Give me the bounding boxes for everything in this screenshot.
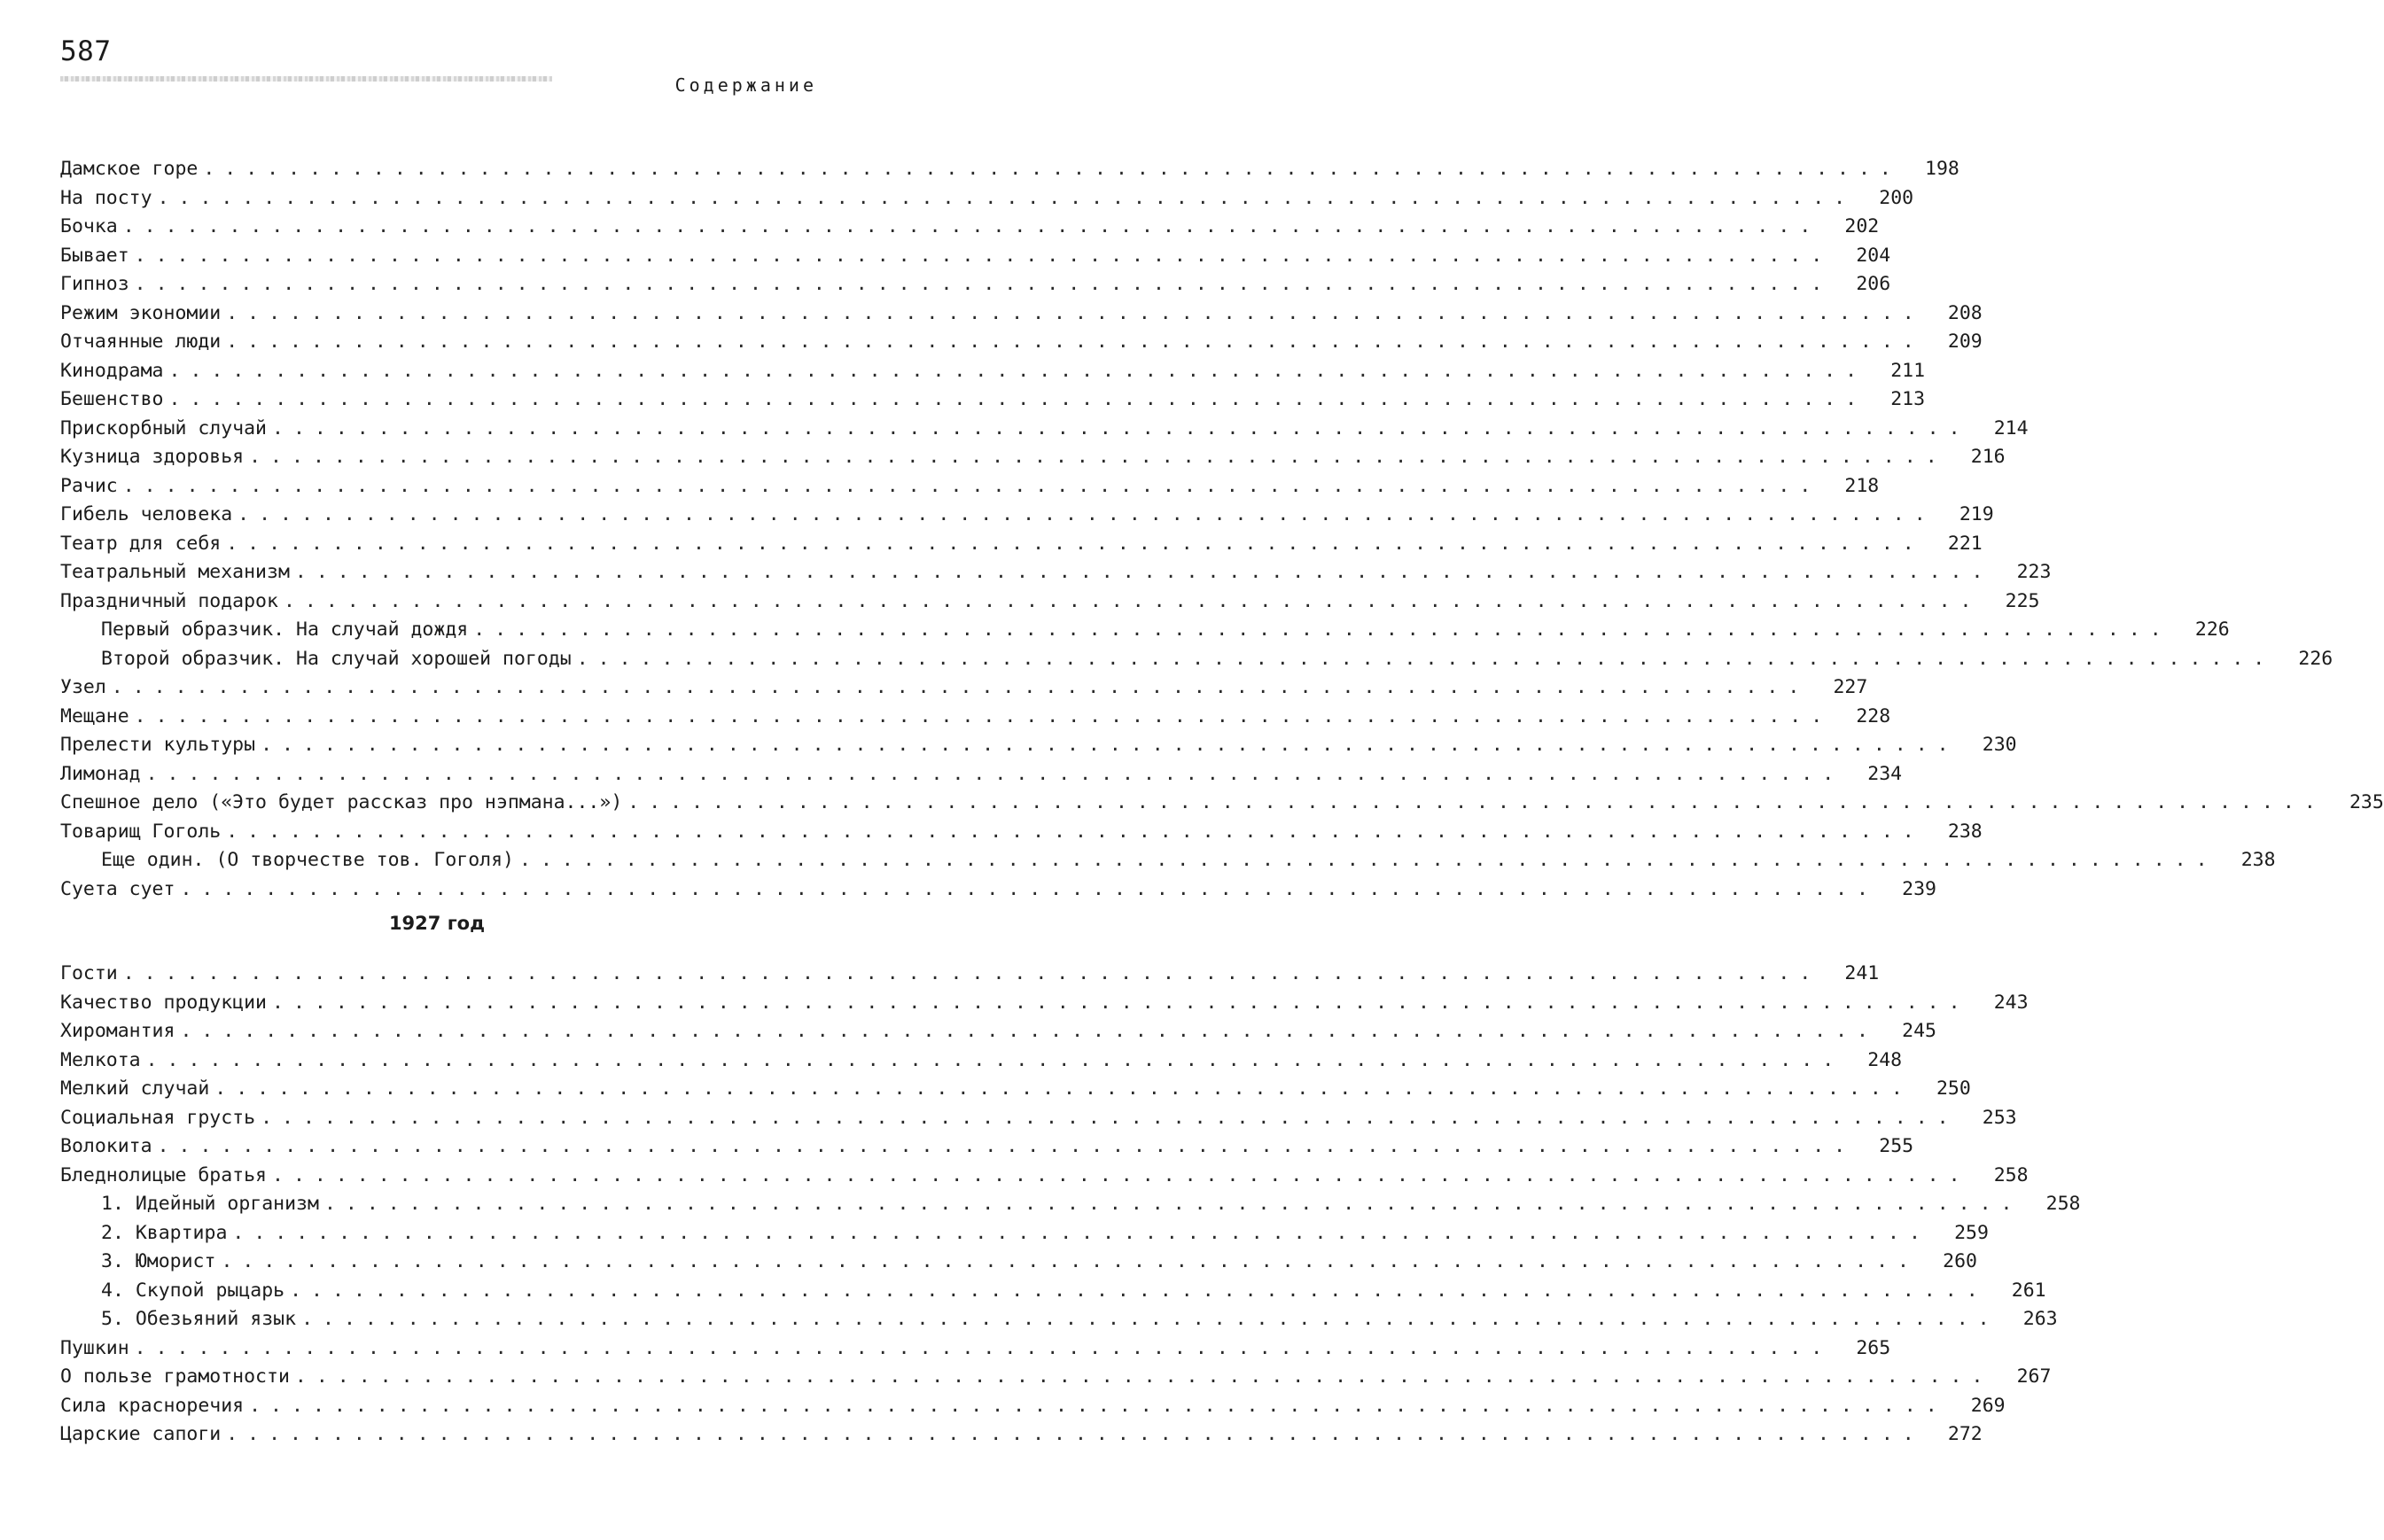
toc-entry-page: 219 [1959, 503, 1994, 525]
toc-entry-title: Отчаянные люди [60, 331, 222, 353]
toc-entry [60, 530, 1983, 559]
dot-leader: ................................................................................ [576, 647, 2275, 670]
toc-entry-page: 225 [2005, 589, 2040, 612]
toc-entry-page: 234 [1867, 762, 1903, 785]
toc-entry-title: Социальная грусть [60, 1106, 256, 1129]
toc-entry-page: 227 [1833, 676, 1868, 698]
toc-entry [60, 184, 1914, 214]
dot-leader: ................................................................................ [301, 1308, 1999, 1330]
toc-subentry [60, 1277, 2046, 1306]
dot-leader: ................................................................................ [134, 1336, 1833, 1359]
toc-entry-title: Театр для себя [60, 532, 222, 555]
dot-leader: ................................................................................ [111, 676, 1810, 698]
toc-entry-page: 221 [1947, 532, 1983, 555]
toc-entry [60, 357, 1926, 386]
toc-entry-title: 5. Обезьяний язык [101, 1308, 297, 1330]
toc-entry-title: На посту [60, 186, 152, 209]
dot-leader: ................................................................................ [473, 618, 2171, 641]
toc-entry-page: 263 [2022, 1308, 2058, 1330]
toc-entry-title: 2. Квартира [101, 1221, 228, 1244]
toc-entry-title: Второй образчик. На случай хорошей погоды [101, 647, 572, 670]
toc-entry-page: 218 [1844, 474, 1880, 497]
toc-entry-page: 211 [1890, 359, 1926, 382]
toc-entry [60, 818, 1983, 847]
toc-entry-title: Бочка [60, 215, 118, 237]
toc-entry [60, 1363, 2052, 1392]
toc-entry-page: 228 [1856, 704, 1891, 727]
toc-entry [60, 1017, 1936, 1046]
toc-entry [60, 472, 1880, 502]
toc-subentry [60, 1190, 2081, 1219]
toc-entry [60, 385, 1926, 415]
dot-leader: ................................................................................ [226, 1423, 1924, 1445]
toc-entry [60, 1162, 2029, 1191]
toc-entry [60, 415, 2029, 444]
toc-entry [60, 270, 1891, 299]
dot-leader: ................................................................................ [168, 359, 1867, 382]
toc-entry-title: Прискорбный случай [60, 416, 267, 439]
dot-leader: ................................................................................ [226, 301, 1924, 324]
dot-leader: ................................................................................ [122, 474, 1821, 497]
toc-entry [60, 501, 1994, 530]
toc-subentry [60, 1248, 1977, 1277]
toc-entry [60, 1046, 1903, 1076]
toc-entry [60, 1075, 1971, 1104]
dot-leader: ................................................................................ [180, 1020, 1878, 1042]
toc-entry [60, 558, 2052, 587]
toc-entry [60, 213, 1880, 242]
toc-entry-title: Суета сует [60, 877, 175, 900]
toc-entry-page: 238 [2240, 849, 2276, 871]
toc-entry-page: 248 [1867, 1048, 1903, 1071]
dot-leader: ................................................................................ [272, 416, 1970, 439]
toc-entry-title: Кинодрама [60, 359, 164, 382]
dot-leader: ................................................................................ [168, 388, 1867, 410]
toc-entry-title: Пушкин [60, 1336, 129, 1359]
toc-entry-title: 3. Юморист [101, 1250, 216, 1272]
dot-leader: ................................................................................ [145, 762, 1844, 785]
dot-leader: ................................................................................ [323, 1193, 2022, 1215]
toc-entry-title: 4. Скупой рыцарь [101, 1279, 285, 1302]
dot-leader: ................................................................................ [122, 962, 1821, 984]
toc-entry-title: Царские сапоги [60, 1423, 222, 1445]
toc-entry [60, 1334, 1891, 1364]
dot-leader: ................................................................................ [122, 215, 1821, 237]
dot-leader: ................................................................................ [214, 1077, 1913, 1100]
toc-entry-page: 253 [1982, 1106, 2017, 1129]
toc-entry-page: 226 [2194, 618, 2230, 641]
dot-leader: ................................................................................ [157, 1135, 1856, 1157]
toc-section-1926 [60, 155, 2384, 904]
dot-leader: ................................................................................ [134, 273, 1833, 295]
toc-entry-page: 238 [1947, 820, 1983, 843]
toc-entry-page: 204 [1856, 244, 1891, 267]
toc-entry-page: 239 [1902, 877, 1936, 900]
toc-entry [60, 443, 2006, 472]
toc-entry-page: 261 [2011, 1279, 2046, 1302]
dot-leader: ................................................................................ [272, 991, 1970, 1014]
toc-entry [60, 1420, 1983, 1450]
toc-entry-page: 206 [1856, 273, 1891, 295]
toc-entry-title: Мещане [60, 704, 129, 727]
dot-leader: ................................................................................ [226, 820, 1924, 843]
toc-entry-title: Режим экономии [60, 301, 222, 324]
toc-entry-page: 269 [1970, 1394, 2006, 1417]
dot-leader: ................................................................................ [261, 1106, 1959, 1129]
header-rule [60, 76, 552, 82]
dot-leader: ................................................................................ [232, 1221, 1930, 1244]
toc-entry-page: 258 [2045, 1193, 2081, 1215]
toc-entry-page: 216 [1970, 446, 2006, 468]
toc-entry [60, 328, 1983, 357]
toc-entry [60, 673, 1868, 703]
toc-entry-page: 255 [1879, 1135, 1914, 1157]
dot-leader: ................................................................................ [221, 1250, 1919, 1272]
dot-leader: ................................................................................ [261, 734, 1959, 756]
toc-entry-title: Первый образчик. На случай дождя [101, 618, 469, 641]
dot-leader: ................................................................................ [203, 158, 1901, 180]
dot-leader: ................................................................................ [294, 1365, 1993, 1388]
toc-entry-title: Товарищ Гоголь [60, 820, 222, 843]
toc-subentry [60, 1219, 1989, 1248]
page-number: 587 [60, 35, 112, 67]
toc-entry-page: 259 [1954, 1221, 1989, 1244]
toc-entry-page: 267 [2016, 1365, 2052, 1388]
toc-entry [60, 155, 1959, 184]
toc-entry-page: 213 [1890, 388, 1926, 410]
toc-entry-page: 272 [1947, 1423, 1983, 1445]
toc-subentry [60, 846, 2276, 875]
toc-entry-title: Бешенство [60, 388, 164, 410]
toc-entry-title: Рачис [60, 474, 118, 497]
toc-entry-page: 235 [2349, 791, 2384, 813]
toc-entry [60, 789, 2384, 818]
dot-leader: ................................................................................ [226, 532, 1924, 555]
toc-subentry [60, 1305, 2058, 1334]
toc-entry-title: Еще один. (О творчестве тов. Гоголя) [101, 849, 514, 871]
toc-entry [60, 731, 2017, 760]
toc-section-1927 [60, 960, 2081, 1450]
toc-entry [60, 875, 1936, 905]
toc-entry-title: Узел [60, 676, 106, 698]
toc-entry-title: Сила красноречия [60, 1394, 245, 1417]
dot-leader: ................................................................................ [157, 186, 1856, 209]
toc-entry-title: Хиромантия [60, 1020, 175, 1042]
toc-entry-title: 1. Идейный организм [101, 1193, 319, 1215]
dot-leader: ................................................................................ [145, 1048, 1844, 1071]
toc-entry-title: Бывает [60, 244, 129, 267]
toc-entry [60, 703, 1891, 732]
toc-entry-title: Гибель человека [60, 503, 233, 525]
toc-entry [60, 1104, 2017, 1133]
dot-leader: ................................................................................ [134, 244, 1833, 267]
toc-entry [60, 960, 1880, 989]
dot-leader: ................................................................................ [134, 704, 1833, 727]
toc-entry-title: Театральный механизм [60, 561, 290, 583]
dot-leader: ................................................................................ [180, 877, 1878, 900]
toc-entry-title: Праздничный подарок [60, 589, 278, 612]
toc-entry-page: 200 [1879, 186, 1914, 209]
toc-entry-title: Гости [60, 962, 118, 984]
toc-entry-page: 230 [1982, 734, 2017, 756]
toc-entry-page: 198 [1925, 158, 1959, 180]
dot-leader: ................................................................................ [238, 503, 1936, 525]
toc-entry [60, 1392, 2006, 1421]
toc-subentry [60, 616, 2230, 645]
toc-entry-page: 226 [2298, 647, 2333, 670]
dot-leader: ................................................................................ [249, 446, 1947, 468]
running-head: Содержание [674, 74, 817, 96]
dot-leader: ................................................................................ [519, 849, 2217, 871]
toc-entry-page: 214 [1993, 416, 2029, 439]
dot-leader: ................................................................................ [627, 791, 2326, 813]
toc-entry [60, 587, 2040, 617]
toc-entry-page: 202 [1844, 215, 1880, 237]
toc-entry-page: 250 [1936, 1077, 1971, 1100]
toc-entry-page: 245 [1902, 1020, 1936, 1042]
dot-leader: ................................................................................ [226, 331, 1924, 353]
toc-entry-title: Качество продукции [60, 991, 267, 1014]
toc-entry [60, 1132, 1914, 1162]
toc-entry-page: 260 [1943, 1250, 1977, 1272]
toc-entry-title: Прелести культуры [60, 734, 256, 756]
toc-entry-page: 208 [1947, 301, 1983, 324]
dot-leader: ................................................................................ [272, 1163, 1970, 1186]
toc-entry [60, 760, 1903, 789]
section-heading-1927: 1927 год [388, 913, 486, 934]
toc-entry-title: Бледнолицые братья [60, 1163, 267, 1186]
toc-subentry [60, 645, 2333, 674]
dot-leader: ................................................................................ [283, 589, 1982, 612]
dot-leader: ................................................................................ [290, 1279, 1988, 1302]
toc-entry-title: О пользе грамотности [60, 1365, 290, 1388]
toc-entry-title: Кузница здоровья [60, 446, 245, 468]
toc-entry-title: Спешное дело («Это будет рассказ про нэпмана...») [60, 791, 623, 813]
toc-entry-page: 243 [1993, 991, 2029, 1014]
toc-entry-title: Дамское горе [60, 158, 199, 180]
toc-entry-page: 209 [1947, 331, 1983, 353]
toc-entry [60, 242, 1891, 271]
toc-entry-title: Мелкота [60, 1048, 141, 1071]
toc-entry-title: Лимонад [60, 762, 141, 785]
dot-leader: ................................................................................ [249, 1394, 1947, 1417]
dot-leader: ................................................................................ [294, 561, 1993, 583]
toc-entry-title: Гипноз [60, 273, 129, 295]
toc-entry-page: 258 [1993, 1163, 2029, 1186]
toc-entry-title: Волокита [60, 1135, 152, 1157]
toc-entry-page: 265 [1856, 1336, 1891, 1359]
toc-entry [60, 299, 1983, 329]
toc-entry [60, 989, 2029, 1018]
toc-entry-page: 223 [2016, 561, 2052, 583]
toc-entry-page: 241 [1844, 962, 1880, 984]
toc-entry-title: Мелкий случай [60, 1077, 210, 1100]
